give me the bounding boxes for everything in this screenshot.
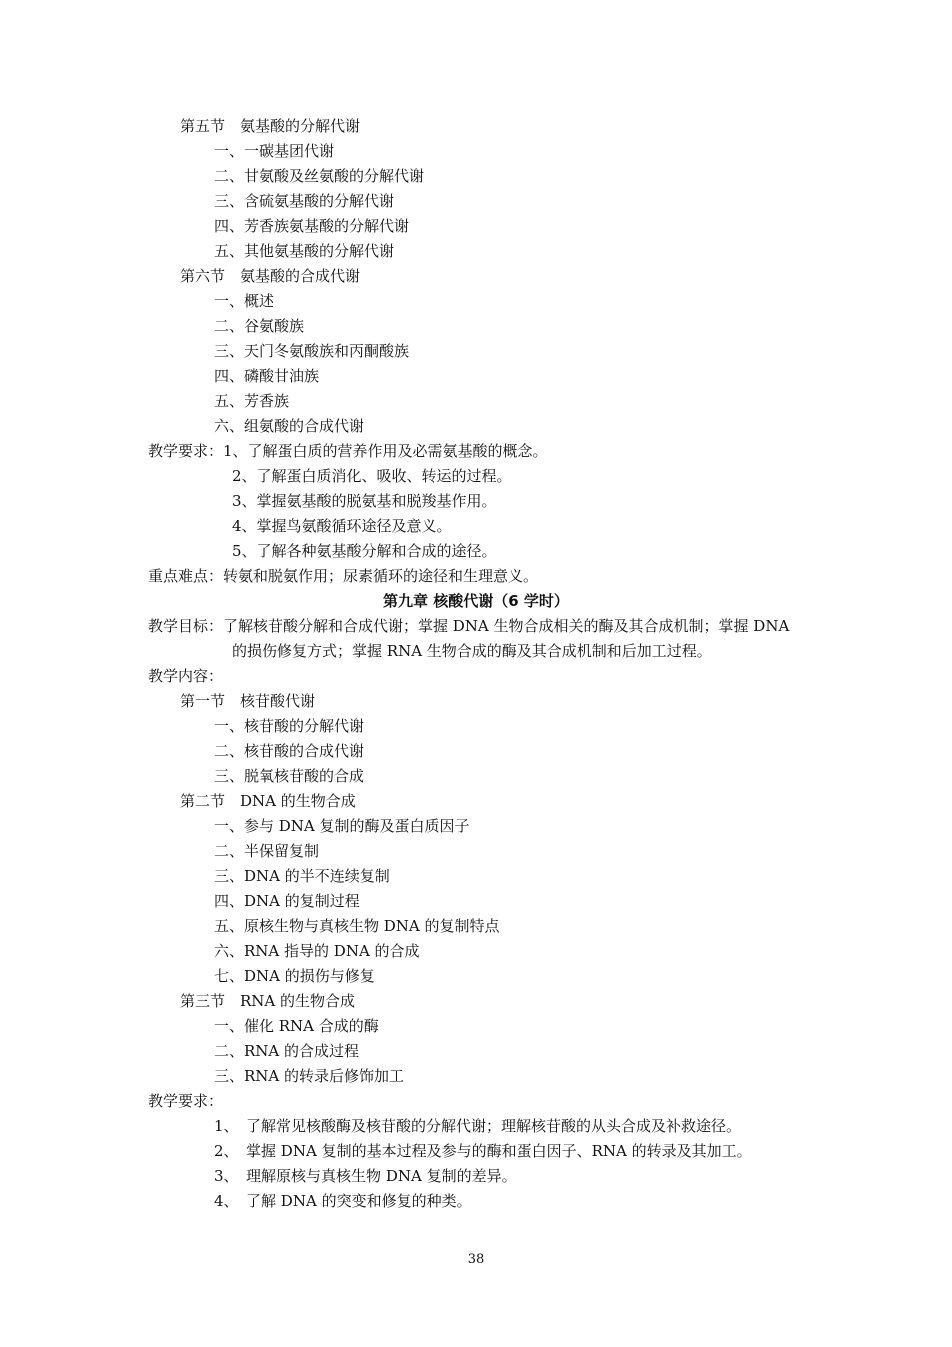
ch9-content-label: 教学内容： [148,667,224,685]
ch9-section-2-item: 三、DNA 的半不连续复制 [214,867,390,885]
section-6-item: 六、组氨酸的合成代谢 [214,417,365,435]
section-6-item: 三、天门冬氨酸族和丙酮酸族 [214,342,410,360]
ch9-section-3-item: 二、RNA 的合成过程 [214,1042,360,1060]
section-6-item: 五、芳香族 [214,392,290,410]
ch8-key-points: 重点难点：转氨和脱氨作用；尿素循环的途径和生理意义。 [148,567,539,585]
ch9-requirements-label: 教学要求： [148,1092,224,1110]
section-5-title: 第五节 氨基酸的分解代谢 [180,117,361,135]
ch9-goal-line-1: 教学目标：了解核苷酸分解和合成代谢；掌握 DNA 生物合成相关的酶及其合成机制；掌握 DNA [148,617,790,635]
ch9-section-3-title: 第三节 RNA 的生物合成 [180,992,356,1010]
page-number: 38 [467,1252,485,1267]
ch9-requirement-item: 1、 了解常见核酸酶及核苷酸的分解代谢；理解核苷酸的从头合成及补救途径。 [214,1117,742,1135]
ch9-section-2-item: 四、DNA 的复制过程 [214,892,360,910]
section-5-item: 一、一碳基团代谢 [214,142,335,160]
ch9-requirement-item: 4、 了解 DNA 的突变和修复的种类。 [214,1192,472,1210]
ch9-section-1-item: 一、核苷酸的分解代谢 [214,717,365,735]
chapter-9-title: 第九章 核酸代谢（6 学时） [383,592,569,610]
ch9-section-3-item: 三、RNA 的转录后修饰加工 [214,1067,405,1085]
ch9-section-1-item: 二、核苷酸的合成代谢 [214,742,365,760]
ch9-section-2-item: 七、DNA 的损伤与修复 [214,967,375,985]
section-6-item: 二、谷氨酸族 [214,317,305,335]
ch9-section-2-title: 第二节 DNA 的生物合成 [180,792,356,810]
section-6-item: 四、磷酸甘油族 [214,367,320,385]
ch9-section-1-title: 第一节 核苷酸代谢 [180,692,316,710]
section-5-item: 三、含硫氨基酸的分解代谢 [214,192,395,210]
ch9-requirement-item: 2、 掌握 DNA 复制的基本过程及参与的酶和蛋白因子、RNA 的转录及其加工。 [214,1142,752,1160]
ch8-requirement-item: 5、了解各种氨基酸分解和合成的途径。 [232,542,497,560]
ch8-requirement-item: 3、掌握氨基酸的脱氨基和脱羧基作用。 [232,492,497,510]
ch9-requirement-item: 3、 理解原核与真核生物 DNA 复制的差异。 [214,1167,517,1185]
ch9-section-2-item: 五、原核生物与真核生物 DNA 的复制特点 [214,917,500,935]
section-5-item: 五、其他氨基酸的分解代谢 [214,242,395,260]
section-6-item: 一、概述 [214,292,275,310]
ch9-section-2-item: 二、半保留复制 [214,842,320,860]
ch9-section-2-item: 六、RNA 指导的 DNA 的合成 [214,942,420,960]
ch9-goal-line-2: 的损伤修复方式；掌握 RNA 生物合成的酶及其合成机制和后加工过程。 [232,642,712,660]
ch9-section-3-item: 一、催化 RNA 合成的酶 [214,1017,379,1035]
ch8-requirement-item: 2、了解蛋白质消化、吸收、转运的过程。 [232,467,512,485]
section-5-item: 二、甘氨酸及丝氨酸的分解代谢 [214,167,425,185]
ch8-requirements-first: 教学要求：1、了解蛋白质的营养作用及必需氨基酸的概念。 [148,442,548,460]
ch9-section-2-item: 一、参与 DNA 复制的酶及蛋白质因子 [214,817,470,835]
ch9-section-1-item: 三、脱氧核苷酸的合成 [214,767,365,785]
ch8-requirement-item: 4、掌握鸟氨酸循环途径及意义。 [232,517,452,535]
section-5-item: 四、芳香族氨基酸的分解代谢 [214,217,410,235]
section-6-title: 第六节 氨基酸的合成代谢 [180,267,361,285]
